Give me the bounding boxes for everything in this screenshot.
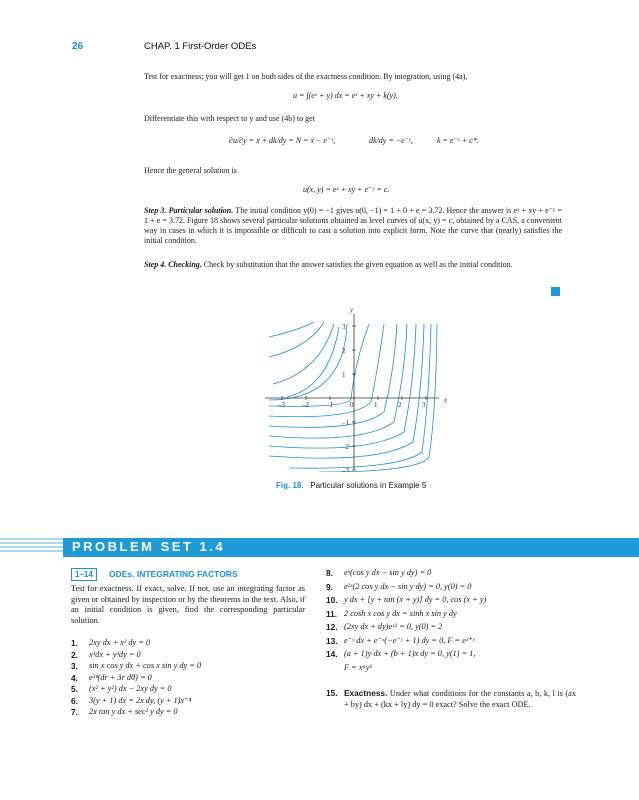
problem-number: 14. [326,649,338,659]
problem-equation: 2x tan y dx + sec² y dy = 0 [89,707,178,716]
problem-equation: 3(y + 1) dx = 2x dy, (y + 1)x⁻⁴ [89,695,192,705]
problem-set-title: PROBLEM SET 1.4 [72,539,226,554]
problem-equation: y dx + [y + tan (x + y)] dy = 0, cos (x + y) [344,595,487,604]
x-tick-label: 1 [374,401,378,409]
problem-list-left [71,638,311,719]
level-curve [269,324,424,458]
problem-item [71,707,311,719]
level-curve [269,324,416,448]
problem-equation: x³dx + y³dy = 0 [89,649,141,659]
equation-partial: ∂u/∂y = x + dk/dy = N = x − e⁻ʸ, [229,136,336,145]
problem-equation: e⁻ʸ dx + e⁻ˣ(−e⁻ʸ + 1) dy = 0, F = eˣ⁺ʸ [344,635,475,645]
end-of-example-marker [551,287,560,296]
paragraph-step3 [144,206,562,246]
problem-item [326,622,576,636]
problem-equation: F = xᵃyᵇ [344,662,372,672]
paragraph-exactness: Test for exactness; you will get 1 on both sides of the exactness condition. By integration, using (4a), [144,72,468,81]
problem-number: 7. [71,707,78,717]
figure-caption [276,481,426,490]
problem-15-text [344,688,576,710]
x-tick-label: –2 [302,401,309,409]
chapter-header: CHAP. 1 First-Order ODEs [144,41,257,52]
problem-item [326,595,576,609]
problem-number: 11. [326,608,338,619]
problem-item [71,661,311,673]
problem-item [71,684,311,696]
problem-range-badge: 1–14 [71,568,97,581]
level-curve [269,322,314,337]
problem-number: 3. [71,661,78,671]
problem-equation: eˣ(cos y dx − sin y dy) = 0 [344,568,432,577]
problem-equation: e³ᶿ(dr + 3r dθ) = 0 [89,672,152,682]
step4-body: Check by substitution that the answer satisfies the given equation as well as the initial condition. [201,260,513,269]
level-curve [287,327,339,397]
problem-equation: e²ˣ(2 cos y dx − sin y dy) = 0, y(0) = 0 [344,581,472,591]
x-tick-label: 0 [350,401,354,409]
problem-number: 8. [326,568,333,578]
problem-set-intro: Test for exactness. If exact, solve. If not, use an integrating factor as given or obtained by inspection or by the theorems in the text. Also, if an initial condition is given, find the corresponding particular solution. [71,584,305,625]
problem-number: 6. [71,695,78,706]
equation-general-solution: u(x, y) = eˣ + xy + e⁻ʸ = c. [303,185,390,194]
problem-number: 13. [326,635,338,646]
paragraph-step4 [144,260,562,270]
problem-equation: (x² + y²) dx − 2xy dy = 0 [89,684,172,693]
problem-equation: 2xy dx + x² dy = 0 [89,638,151,647]
equation-k: k = e⁻ʸ + c*. [437,136,479,145]
level-curve [269,324,347,400]
problem-item [71,673,311,685]
caption-label: Fig. 18. [276,481,304,490]
problem-number: 10. [326,595,338,605]
figure-18-contour-plot [259,302,459,472]
level-curve [269,322,324,357]
y-tick-label: –3 [342,467,349,472]
level-curve [269,324,397,427]
problem-item [326,636,576,650]
level-curve [273,324,334,384]
problem-number: 2. [71,649,78,660]
x-axis-label: x [444,396,448,404]
x-tick-label: 3 [422,401,426,409]
problem-number: 4. [71,672,78,683]
y-tick-label: –1 [342,419,349,427]
equation-dk: dk/dy = −e⁻ʸ, [369,136,413,145]
section-heading: ODEs. INTEGRATING FACTORS [109,569,238,579]
problem-equation: 2 cosh x cos y dx = sinh x sin y dy [344,608,457,618]
problem-item [326,663,576,677]
problem-item [326,649,576,663]
x-tick-label: –3 [278,401,285,409]
problem-number [326,663,344,677]
y-tick-label: 2 [342,347,346,355]
level-curve [269,324,407,438]
y-tick-label: 3 [342,323,346,331]
problem-number: 5. [71,684,78,694]
problem-equation: (a + 1)y dx + (b + 1)x dy = 0, y(1) = 1, [344,649,476,658]
caption-text: Particular solutions in Example 5 [310,481,427,490]
problem-number: 1. [71,638,78,648]
equation-u: u = ∫(eˣ + y) dx = eˣ + xy + k(y). [293,91,398,100]
paragraph-differentiate: Differentiate this with respect to y and use (4b) to get [144,114,315,123]
y-tick-label: 1 [342,371,346,379]
page-number: 26 [72,41,84,52]
x-tick-label: 2 [398,401,402,409]
problem-item [71,638,311,650]
problem-item [326,609,576,623]
problem-15 [326,688,576,710]
problem-equation: (2xy dx + dy)eˣ² = 0, y(0) = 2 [344,622,443,631]
problem-item [71,650,311,662]
problem-list-right [326,568,576,676]
problem-15-number: 15. [326,688,338,698]
step3-body: The initial condition y(0) = −1 gives u(0, −1) = 1 + 0 + e = 3.72. Hence the answer is eˣ + xy + e⁻ʸ = 1 + e = 3.72. Figure 18 shows several particular solutions obtained as level curves of u(x, y) = c, obtained by a CAS, a convenient way in cases in which it is impossible or difficult to cast a solution into explicit form. Note the curve that (nearly) satisfies the initial condition. [144,206,563,245]
step4-label: Step 4. Checking. [144,260,202,269]
problem-item [326,568,576,582]
paragraph-general: Hence the general solution is [144,166,237,175]
problem-15-body: Under what conditions for the constants a, b, k, l is (ax + by) dx + (kx + ly) dy = 0 exact? Solve the exact ODE. [344,689,576,709]
problem-number: 9. [326,581,333,592]
problem-number: 12. [326,622,338,632]
y-axis-label: y [350,306,354,314]
problem-item [71,696,311,708]
problem-equation: sin x cos y dx + cos x sin y dy = 0 [89,661,202,670]
x-tick-label: –1 [326,401,333,409]
y-tick-label: –2 [342,443,349,451]
step3-label: Step 3. Particular solution. [144,206,234,215]
problem-15-label: Exactness. [344,688,388,698]
problem-item [326,582,576,596]
